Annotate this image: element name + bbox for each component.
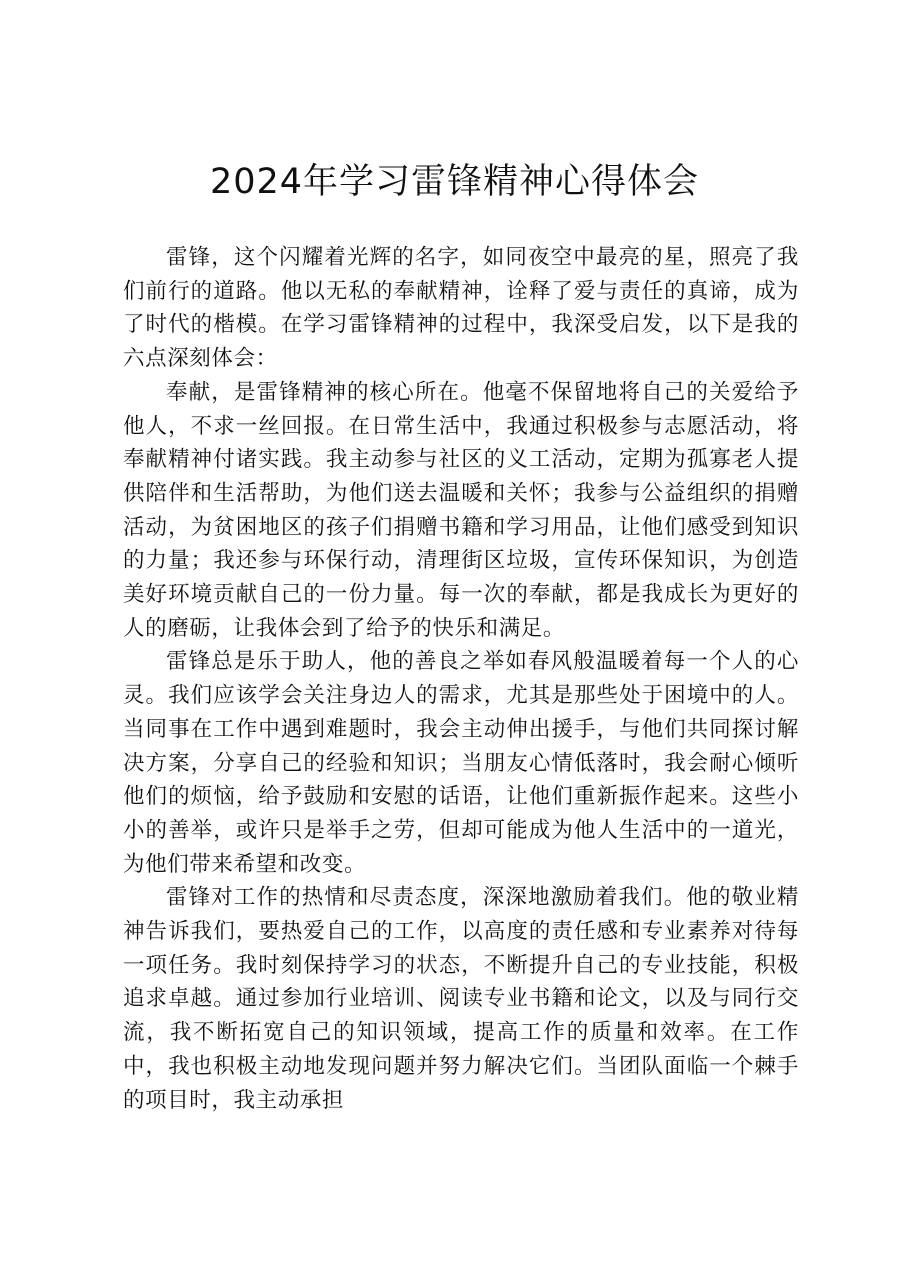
paragraph-dedication: 奉献，是雷锋精神的核心所在。他毫不保留地将自己的关爱给予他人，不求一丝回报。在日常生活中，我通过积极参与志愿活动，将奉献精神付诸实践。我主动参与社区的义工活动，定期为孤寡老人提供陪伴和生活帮助，为他们送去温暖和关怀；我参与公益组织的捐赠活动，为贫困地区的孩子们捐赠书籍和学习用品，让他们感受到知识的力量；我还参与环保行动，清理街区垃圾，宣传环保知识，为创造美好环境贡献自己的一份力量。每一次的奉献，都是我成长为更好的人的磨砺，让我体会到了给予的快乐和满足。	[123, 379, 799, 641]
paragraph-helping-others: 雷锋总是乐于助人，他的善良之举如春风般温暖着每一个人的心灵。我们应该学会关注身边人的需求，尤其是那些处于困境中的人。当同事在工作中遇到难题时，我会主动伸出援手，与他们共同探讨解决方案，分享自己的经验和知识；当朋友心情低落时，我会耐心倾听他们的烦恼，给予鼓励和安慰的话语，让他们重新振作起来。这些小小的善举，或许只是举手之劳，但却可能成为他人生活中的一道光，为他们带来希望和改变。	[123, 649, 799, 877]
paragraph-work-ethic: 雷锋对工作的热情和尽责态度，深深地激励着我们。他的敬业精神告诉我们，要热爱自己的工作，以高度的责任感和专业素养对待每一项任务。我时刻保持学习的状态，不断提升自己的专业技能，积极追求卓越。通过参加行业培训、阅读专业书籍和论文，以及与同行交流，我不断拓宽自己的知识领域，提高工作的质量和效率。在工作中，我也积极主动地发现问题并努力解决它们。当团队面临一个棘手的项目时，我主动承担	[123, 885, 799, 1113]
document-body	[123, 241, 799, 1117]
paragraph-intro: 雷锋，这个闪耀着光辉的名字，如同夜空中最亮的星，照亮了我们前行的道路。他以无私的奉献精神，诠释了爱与责任的真谛，成为了时代的楷模。在学习雷锋精神的过程中，我深受启发，以下是我的六点深刻体会：	[123, 245, 799, 372]
document-title: 2024年学习雷锋精神心得体会	[209, 162, 700, 202]
